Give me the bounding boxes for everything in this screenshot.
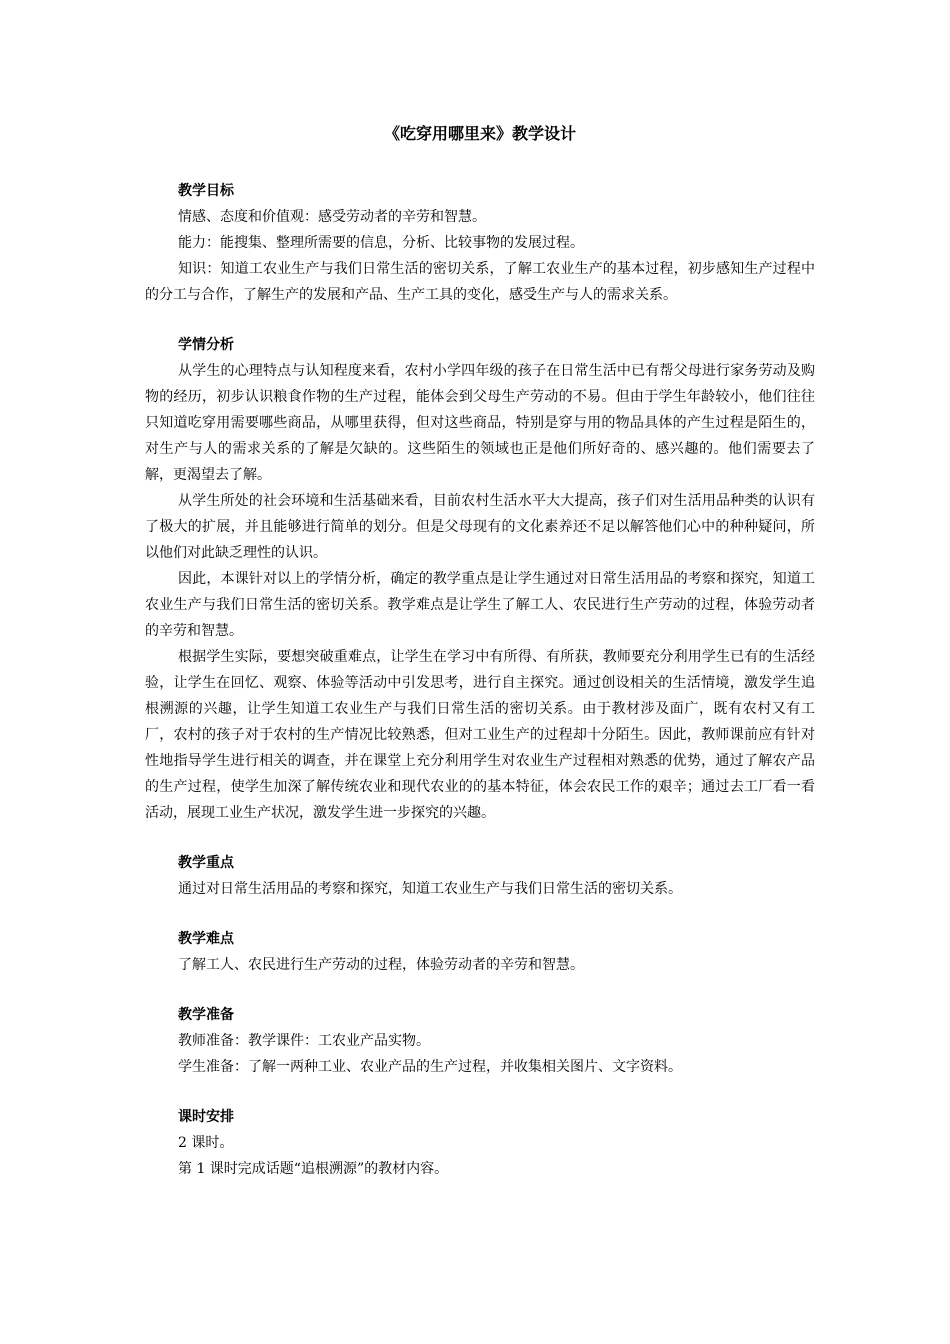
section-heading: 学情分析 (178, 337, 234, 353)
document-page (145, 122, 815, 1206)
section-schedule (145, 1104, 815, 1182)
text-line: 第 1 课时完成话题“追根溯源”的教材内容。 (178, 1161, 449, 1177)
section-focus (145, 850, 815, 902)
paragraph: 情感、态度和价值观：感受劳动者的辛劳和智慧。 (178, 209, 486, 225)
paragraph: 从学生所处的社会环境和生活基础来看，目前农村生活水平大大提高，孩子们对生活用品种类的认识有了极大的扩展，并且能够进行简单的划分。但是父母现有的文化素养还不足以解答他们心中的种种疑问，所以他们对此缺乏理性的认识。 (145, 493, 815, 561)
paragraph: 根据学生实际，要想突破重难点，让学生在学习中有所得、有所获，教师要充分利用学生已有的生活经验，让学生在回忆、观察、体验等活动中引发思考，进行自主探究。通过创设相关的生活情境，激发学生追根溯源的兴趣，让学生知道工农业生产与我们日常生活的密切关系。由于教材涉及面广，既有农村又有工厂，农村的孩子对于农村的生产情况比较熟悉，但对工业生产的过程却十分陌生。因此，教师课前应有针对性地指导学生进行相关的调查，并在课堂上充分利用学生对农业生产过程相对熟悉的优势，通过了解农产品的生产过程，使学生加深了解传统农业和现代农业的的基本特征，体会农民工作的艰辛；通过去工厂看一看活动，展现工业生产状况，激发学生进一步探究的兴趣。 (145, 649, 815, 821)
text-line: 教师准备：教学课件：工农业产品实物。 (178, 1033, 430, 1049)
paragraph: 从学生的心理特点与认知程度来看，农村小学四年级的孩子在日常生活中已有帮父母进行家务劳动及购物的经历，初步认识粮食作物的生产过程，能体会到父母生产劳动的不易。但由于学生年龄较小，他们往往只知道吃穿用需要哪些商品，从哪里获得，但对这些商品，特别是穿与用的物品具体的产生过程是陌生的，对生产与人的需求关系的了解是欠缺的。这些陌生的领域也正是他们所好奇的、感兴趣的。他们需要去了解，更渴望去了解。 (145, 363, 815, 483)
text-line: 通过对日常生活用品的考察和探究，知道工农业生产与我们日常生活的密切关系。 (178, 881, 682, 897)
section-goals (145, 178, 815, 308)
section-preparation (145, 1002, 815, 1080)
section-heading: 教学难点 (178, 931, 234, 947)
section-heading: 教学重点 (178, 855, 234, 871)
section-difficulty (145, 926, 815, 978)
paragraph: 因此，本课针对以上的学情分析，确定的教学重点是让学生通过对日常生活用品的考察和探究，知道工农业生产与我们日常生活的密切关系。教学难点是让学生了解工人、农民进行生产劳动的过程，体验劳动者的辛劳和智慧。 (145, 571, 815, 639)
document-title: 《吃穿用哪里来》教学设计 (383, 124, 576, 143)
paragraph: 知识：知道工农业生产与我们日常生活的密切关系，了解工农业生产的基本过程，初步感知生产过程中的分工与合作，了解生产的发展和产品、生产工具的变化，感受生产与人的需求关系。 (145, 261, 815, 303)
section-heading: 教学准备 (178, 1007, 234, 1023)
section-analysis (145, 332, 815, 826)
section-heading: 课时安排 (178, 1109, 234, 1125)
section-heading: 教学目标 (178, 183, 234, 199)
paragraph: 能力：能搜集、整理所需要的信息，分析、比较事物的发展过程。 (178, 235, 584, 251)
text-line: 2 课时。 (178, 1135, 234, 1151)
text-line: 学生准备：了解一两种工业、农业产品的生产过程，并收集相关图片、文字资料。 (178, 1059, 682, 1075)
text-line: 了解工人、农民进行生产劳动的过程，体验劳动者的辛劳和智慧。 (178, 957, 584, 973)
